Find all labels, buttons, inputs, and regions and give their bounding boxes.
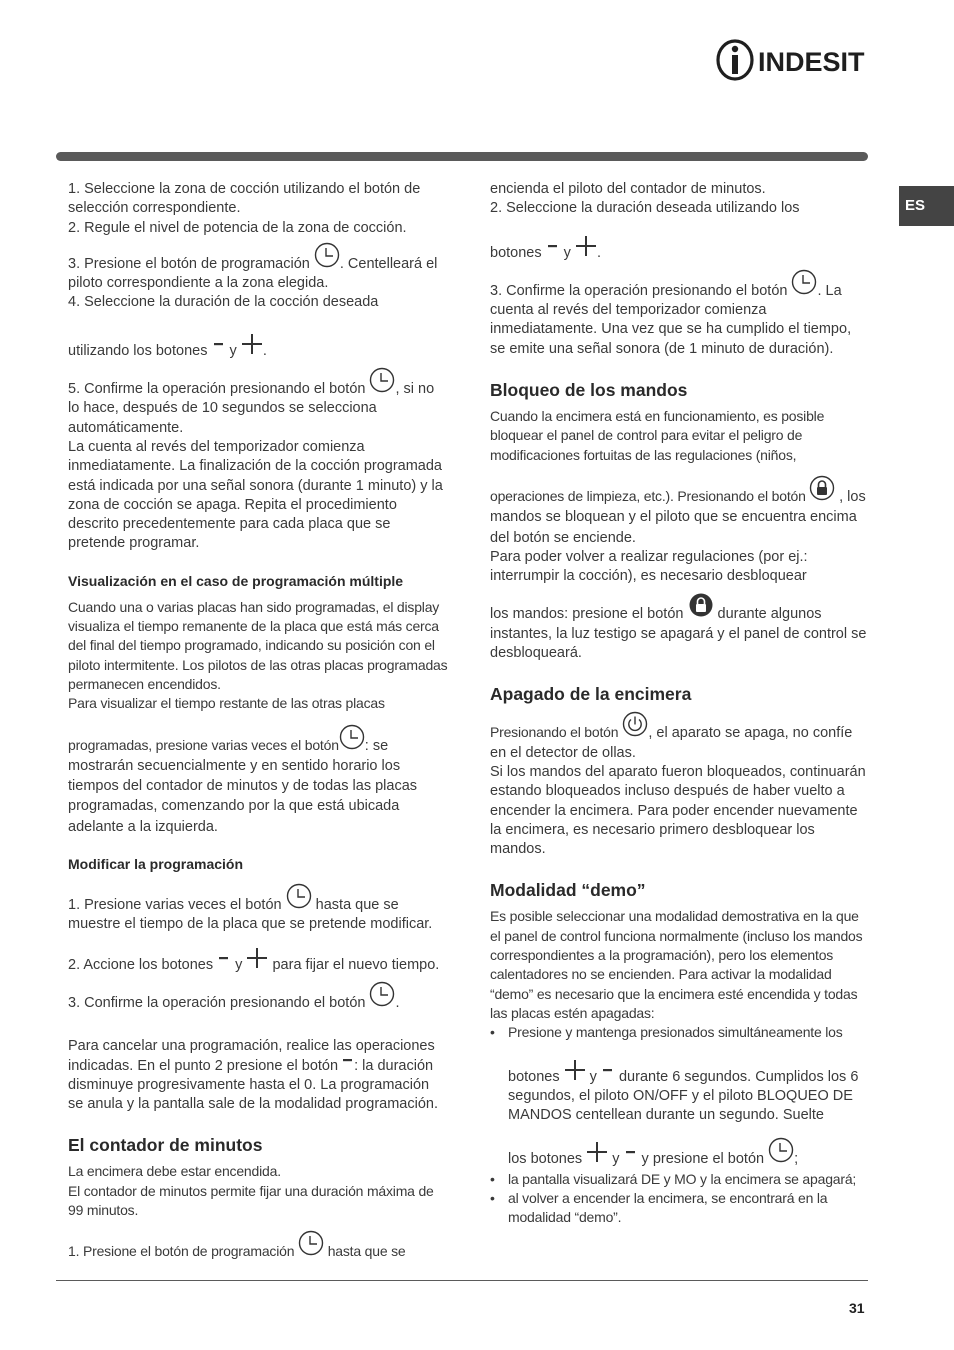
step-4: 4. Seleccione la duración de la cocción deseada bbox=[68, 294, 379, 311]
right-column bbox=[490, 180, 870, 1228]
heading-minute-counter: El contador de minutos bbox=[68, 1135, 263, 1156]
timer-icon bbox=[791, 269, 817, 295]
power-icon bbox=[622, 711, 648, 737]
heading-controls-lock: Bloqueo de los mandos bbox=[490, 380, 688, 401]
demo-bullet-3: • al volver a encender la encimera, se encontrará en la modalidad “demo”. bbox=[508, 1189, 870, 1228]
plus-icon bbox=[575, 235, 597, 257]
step-3: 3. Presione el botón de programación . Centelleará el piloto correspondiente a la zona elegida. bbox=[68, 242, 448, 294]
lock-paragraph-1: Cuando la encimera está en funcionamiento, es posible bloquear el panel de control para evitar el peligro de modificaciones fortuitas de las regulaciones (niños, bbox=[490, 408, 825, 463]
language-tab: ES bbox=[899, 186, 954, 226]
demo-bullet-1: • Presione y mantenga presionados simultáneamente los botones y durante 6 segundos. Cumplidos los 6 segundos, el piloto ON/OFF y el piloto BLOQUEO DE MANDOS centellean durante un segundo. Suelte los botones y y presione el botón ; bbox=[508, 1023, 870, 1169]
timer-icon bbox=[286, 883, 312, 909]
plus-icon bbox=[564, 1059, 586, 1081]
page-number: 31 bbox=[849, 1300, 865, 1316]
minus-icon bbox=[342, 1058, 354, 1070]
timer-icon bbox=[298, 1230, 324, 1256]
minus-icon bbox=[601, 1067, 615, 1081]
lock-paragraph-2: operaciones de limpieza, etc.). Presionando el botón , los mandos se bloquean y el piloto que se encuentra encima del botón se enciende. bbox=[490, 475, 870, 548]
minus-icon bbox=[546, 243, 560, 257]
lock-icon bbox=[688, 592, 714, 618]
lock-icon bbox=[809, 475, 835, 501]
multi-paragraph-1: Cuando una o varias placas han sido programadas, el display visualiza el tiempo remanente de la placa que está más cerca del final del tiempo programado, indicando su posición con el piloto intermitente. Los pilotos de las otras placas programadas permanecen encendidos. bbox=[68, 598, 448, 692]
timer-icon bbox=[314, 242, 340, 268]
brand-name: INDESIT bbox=[758, 47, 865, 77]
heading-demo-mode: Modalidad “demo” bbox=[490, 880, 646, 901]
heading-multi-programming: Visualización en el caso de programación múltiple bbox=[68, 572, 404, 589]
demo-bullet-2: • la pantalla visualizará DE y MO y la encimera se apagará; bbox=[508, 1170, 870, 1189]
counter-step-3: 3. Confirme la operación presionando el botón . La cuenta al revés del temporizador comienza inmediatamente. Una vez que se ha cumplido el tiempo, se emite una señal sonora (de 1 minuto de duración). bbox=[490, 269, 870, 359]
step-5-detail: La cuenta al revés del temporizador comienza inmediatamente. La finalización de la cocción programada está indicada por una señal sonora (durante 1 minuto) y la zona de cocción se apaga. Repita el procedimiento descrito precedentemente para cada placa que se pretende programar. bbox=[68, 438, 443, 552]
modify-step-3: 3. Confirme la operación presionando el botón . bbox=[68, 981, 448, 1013]
lock-paragraph-4: los mandos: presione el botón durante algunos instantes, la luz testigo se apagará y el panel de control se desbloqueará. bbox=[490, 592, 870, 663]
demo-paragraph: Es posible seleccionar una modalidad demostrativa en la que el panel de control funciona normalmente (incluso los mandos correspondientes a la programación), pero los elementos calentadores no se encienden. Para activar la modalidad “demo” es necesario que la encimera esté encendida y todas las placas estén apagadas: bbox=[490, 908, 863, 1021]
timer-icon bbox=[339, 724, 365, 750]
modify-step-1: 1. Presione varias veces el botón hasta que se muestre el tiempo de la placa que se pretende modificar. bbox=[68, 883, 448, 935]
counter-step-1: 1. Presione el botón de programación hasta que se bbox=[68, 1230, 448, 1261]
step-4-buttons: utilizando los botones y . bbox=[68, 333, 448, 361]
heading-hob-off: Apagado de la encimera bbox=[490, 684, 692, 705]
step-2: 2. Regule el nivel de potencia de la zona de cocción. bbox=[68, 219, 407, 236]
timer-icon bbox=[369, 367, 395, 393]
heading-modify-programming: Modificar la programación bbox=[68, 856, 244, 873]
step-5: 5. Confirme la operación presionando el botón , si no lo hace, después de 10 segundos se selecciona automáticamente. bbox=[68, 367, 448, 438]
step-1: 1. Seleccione la zona de cocción utilizando el botón de selección correspondiente. bbox=[68, 181, 421, 217]
timer-icon bbox=[768, 1137, 794, 1163]
plus-icon bbox=[241, 333, 263, 355]
counter-paragraph-2: El contador de minutos permite fijar una duración máxima de 99 minutos. bbox=[68, 1182, 434, 1218]
header-bar bbox=[56, 152, 868, 161]
left-column bbox=[68, 180, 448, 1262]
minus-icon bbox=[624, 1149, 638, 1163]
indesit-logo bbox=[714, 38, 870, 82]
counter-step-2: 2. Seleccione la duración deseada utilizando los bbox=[490, 200, 800, 217]
counter-step-2-buttons: botones y . bbox=[490, 235, 870, 263]
plus-icon bbox=[586, 1141, 608, 1163]
counter-continued: encienda el piloto del contador de minutos. bbox=[490, 181, 766, 197]
off-paragraph-1: Presionando el botón , el aparato se apaga, no confíe en el detector de ollas. bbox=[490, 711, 870, 763]
demo-list bbox=[490, 1023, 870, 1227]
minus-icon bbox=[217, 955, 231, 969]
minus-icon bbox=[212, 341, 226, 355]
lock-paragraph-3: Para poder volver a realizar regulaciones (por ej.: interrumpir la cocción), es necesario desbloquear bbox=[490, 548, 808, 585]
multi-paragraph-3: programadas, presione varias veces el botón : se mostrarán secuencialmente y en sentido horario los tiempos del contador de minutos y de todas las placas programadas, comenzando por la que está ubicada adelante a la izquierda. bbox=[68, 724, 448, 837]
modify-step-2: 2. Accione los botones y para fijar el nuevo tiempo. bbox=[68, 947, 448, 975]
multi-paragraph-2: Para visualizar el tiempo restante de las otras placas bbox=[68, 695, 385, 712]
cancel-paragraph: Para cancelar una programación, realice las operaciones indicadas. En el punto 2 presione el botón : la duración disminuye progresivamente hasta el 0. La programación se anula y la pantalla sale de la modalidad programación. bbox=[68, 1038, 438, 1113]
footer-line bbox=[56, 1280, 868, 1281]
off-paragraph-2: Si los mandos del aparato fueron bloqueados, continuarán estando bloqueados incluso después de haber vuelto a encender la encimera. Para poder encender nuevamente la encimera, es necesario primero desbloquear los mandos. bbox=[490, 763, 866, 858]
plus-icon bbox=[246, 947, 268, 969]
counter-paragraph-1: La encimera debe estar encendida. bbox=[68, 1163, 281, 1180]
timer-icon bbox=[369, 981, 395, 1007]
